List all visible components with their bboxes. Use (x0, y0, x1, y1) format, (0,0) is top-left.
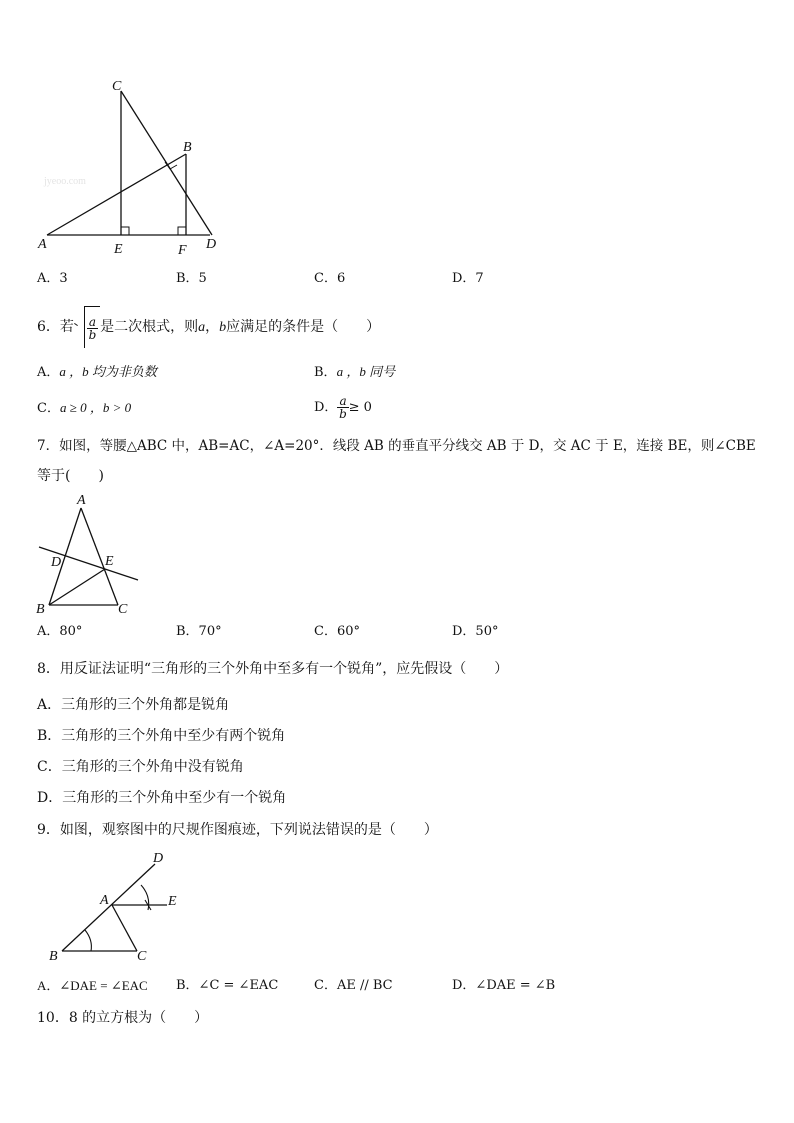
q6-option-d[interactable] (314, 390, 372, 426)
q6-option-d-frac-den: b (339, 407, 347, 421)
q6-option-b[interactable] (314, 363, 395, 382)
q7-option-a[interactable]: A．80° (37, 624, 83, 639)
q6-option-c-label: C． (37, 401, 60, 416)
fig9-label-c: C (137, 949, 147, 964)
q6-option-a-label: A． (37, 365, 60, 380)
q8-stem: 8．用反证法证明“三角形的三个外角中至多有一个锐角”，应先假设（ ） (37, 661, 509, 677)
q8-option-c[interactable]: C．三角形的三个外角中没有锐角 (37, 759, 244, 775)
figure-q9 (45, 848, 205, 968)
q6-option-d-label: D． (314, 400, 338, 415)
q6-option-c[interactable] (37, 399, 131, 418)
fig5-label-c: C (112, 79, 122, 94)
q9-option-c[interactable]: C．AE // BC (314, 978, 393, 993)
q7-stem-line1: 7．如图，等腰△ABC 中，AB=AC，∠A=20°．线段 AB 的垂直平分线交 AB 于 D，交 AC 于 E，连接 BE，则∠CBE (37, 438, 756, 454)
fig5-label-b: B (183, 140, 192, 155)
fig5-watermark: jyeoo.com (44, 176, 86, 187)
q7-stem-line2: 等于( ) (37, 468, 104, 484)
fig9-label-d: D (153, 851, 164, 866)
fig7-label-a: A (77, 493, 86, 508)
q5-option-c[interactable]: C．6 (314, 271, 346, 286)
fig5-label-e: E (114, 242, 123, 257)
q7-option-d[interactable]: D．50° (452, 624, 499, 639)
q6-stem (37, 306, 380, 346)
q6-number: 6．若 (37, 319, 74, 335)
q9-stem: 9．如图，观察图中的尺规作图痕迹，下列说法错误的是（ ） (37, 822, 438, 838)
q6-option-a-text: a ，b 均为非负数 (59, 364, 157, 379)
q8-option-a[interactable]: A．三角形的三个外角都是锐角 (37, 697, 230, 713)
q6-option-c-text: a ≥ 0 ，b > 0 (59, 400, 132, 415)
q6-option-b-label: B． (314, 365, 337, 380)
fig9-label-a: A (100, 893, 109, 908)
q10-stem: 10．8 的立方根为（ ） (37, 1010, 209, 1026)
fig7-label-d: D (51, 555, 62, 570)
q6-sqrt-expression (74, 306, 100, 348)
q6-var-b: b (219, 320, 227, 335)
fig5-label-d: D (206, 237, 217, 252)
fig9-label-b: B (49, 949, 58, 964)
q6-stem-mid: 是二次根式，则 (100, 319, 199, 335)
q8-option-b[interactable]: B．三角形的三个外角中至少有两个锐角 (37, 728, 286, 744)
q6-option-d-fraction (337, 395, 348, 420)
q6-option-a[interactable] (37, 363, 157, 382)
fig5-label-a: A (38, 237, 47, 252)
fig7-label-e: E (105, 554, 114, 569)
q6-option-d-frac-num: a (339, 394, 347, 408)
fig5-label-f: F (178, 243, 187, 258)
q6-frac-numerator: a (88, 314, 97, 329)
figure-q5 (30, 70, 270, 270)
q6-stem-tail: 应满足的条件是（ ） (226, 319, 381, 335)
q9-option-d[interactable]: D．∠DAE = ∠B (452, 978, 556, 993)
q6-option-d-tail: ≥ 0 (348, 400, 372, 415)
fig7-label-c: C (118, 602, 128, 617)
q7-option-c[interactable]: C．60° (314, 624, 360, 639)
figure-q7 (30, 490, 150, 620)
q5-option-a[interactable]: A．3 (37, 271, 68, 286)
fig9-label-e: E (168, 894, 177, 909)
q9-option-a[interactable]: A．∠DAE = ∠EAC (37, 978, 148, 993)
q6-sep: ， (205, 319, 220, 335)
q8-option-d[interactable]: D．三角形的三个外角中至少有一个锐角 (37, 790, 287, 806)
q6-option-b-text: a ，b 同号 (336, 364, 396, 379)
fig7-label-b: B (36, 602, 45, 617)
q6-frac-denominator: b (88, 327, 97, 342)
q5-option-b[interactable]: B．5 (176, 271, 207, 286)
q7-option-b[interactable]: B．70° (176, 624, 222, 639)
q9-option-b[interactable]: B．∠C = ∠EAC (176, 978, 279, 993)
q5-option-d[interactable]: D．7 (452, 271, 484, 286)
q6-var-a: a (198, 320, 206, 335)
